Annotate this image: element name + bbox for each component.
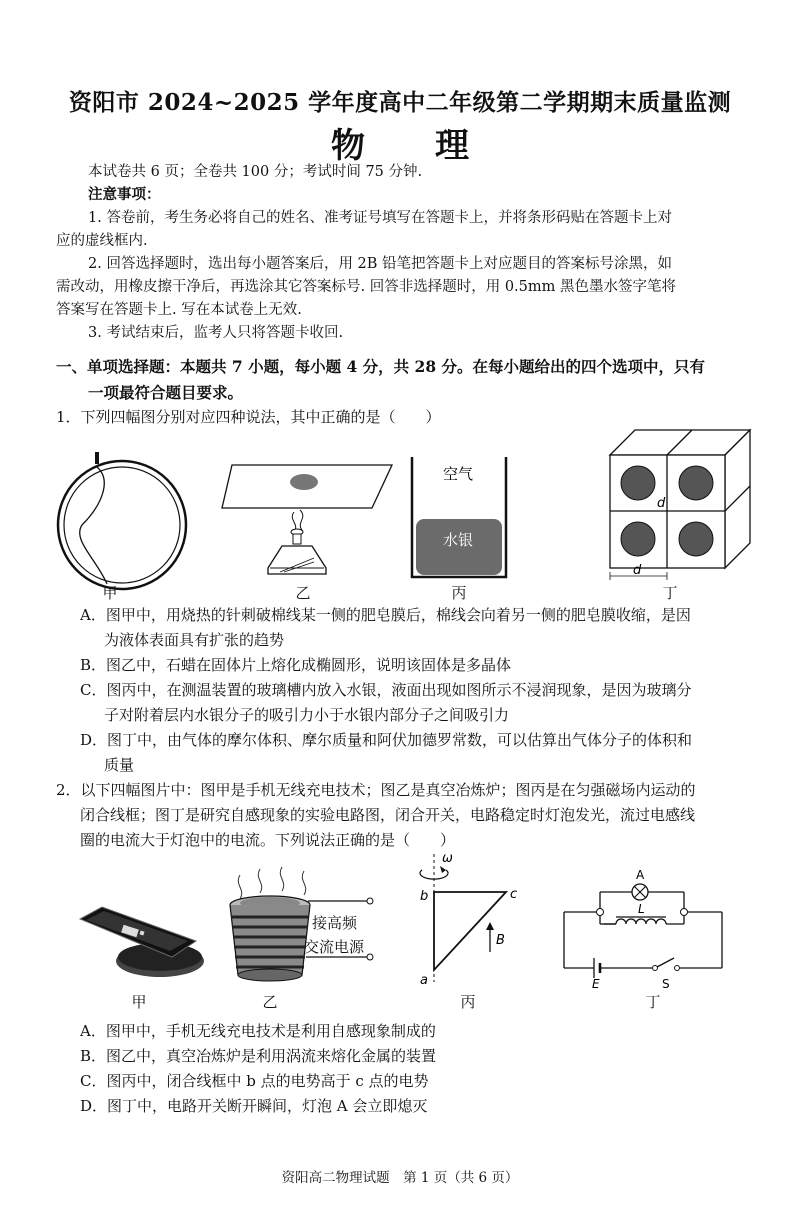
notice-heading: 注意事项： (88, 186, 161, 203)
q1-option-d-cont: 质量 (104, 756, 135, 774)
q1-option-a-cont: 为液体表面具有扩张的趋势 (104, 631, 285, 649)
q1-option-b: B．图乙中，石蜡在固体片上熔化成椭圆形，说明该固体是多晶体 (80, 656, 512, 674)
q2-source-label-1: 接高频 (312, 914, 358, 932)
q2-inductor-label: L (638, 902, 645, 916)
exam-title: 资阳市 2024~2025 学年度高中二年级第二学期期末质量监测 (68, 89, 732, 116)
q1-label-bing: 丙 (451, 584, 467, 602)
q1-label-yi: 乙 (295, 584, 311, 602)
q1-stem: 1．下列四幅图分别对应四种说法，其中正确的是（ ） (56, 408, 441, 426)
q1-option-d: D．图丁中，由气体的摩尔体积、摩尔质量和阿伏加德罗常数，可以估算出气体分子的体积和 (80, 731, 693, 749)
q1-air-label: 空气 (442, 465, 474, 483)
q1-d-label-outer: d (633, 563, 642, 578)
q1-figure-jia (52, 450, 192, 590)
notice-item-1-cont: 应的虚线框内. (56, 233, 148, 249)
q2-figure-bing (412, 852, 532, 992)
q2-figure-jia (78, 905, 208, 985)
q2-field-b: B (496, 933, 505, 948)
q1-option-c: C．图丙中，在测温装置的玻璃槽内放入水银，液面出现如图所示不浸润现象，是因为玻璃分 (80, 681, 692, 699)
notice-item-3: 3. 考试结束后，监考人只将答题卡收回. (88, 325, 344, 341)
q1-label-jia: 甲 (102, 584, 118, 602)
q2-switch-label: S (662, 977, 670, 991)
q2-option-b: B．图乙中，真空冶炼炉是利用涡流来熔化金属的装置 (80, 1047, 437, 1065)
q2-point-b: b (420, 889, 429, 904)
q2-source-label-2: 交流电源 (304, 938, 365, 956)
q2-option-a: A．图甲中，手机无线充电技术是利用自感现象制成的 (80, 1022, 436, 1040)
q2-stem: 2．以下四幅图片中：图甲是手机无线充电技术；图乙是真空冶炼炉；图丙是在匀强磁场内运动的 (56, 781, 696, 799)
q1-option-c-cont: 子对附着层内水银分子的吸引力小于水银内部分子之间吸引力 (104, 706, 510, 724)
page-footer: 资阳高二物理试题 第 1 页（共 6 页） (281, 1170, 519, 1186)
q2-omega-label: ω (442, 851, 453, 866)
q1-d-label-inner: d (657, 496, 666, 511)
q2-point-c: c (510, 887, 518, 902)
q2-bulb-label: A (636, 868, 645, 882)
q1-mercury-label: 水银 (442, 531, 474, 549)
q2-figure-ding (560, 868, 730, 991)
notice-item-2-cont2: 答案写在答题卡上. 写在本试卷上无效. (56, 302, 302, 318)
section-heading-cont: 一项最符合题目要求。 (88, 383, 244, 402)
q2-label-jia: 甲 (131, 993, 147, 1011)
notice-item-2-cont: 需改动，用橡皮擦干净后，再选涂其它答案标号. 回答非选择题时，用 0.5mm 黑色墨水签字笔将 (56, 279, 676, 295)
q2-battery-label: E (592, 977, 600, 991)
q2-label-bing: 丙 (460, 993, 476, 1011)
q1-figure-yi (222, 460, 402, 590)
exam-subject: 物理 (331, 126, 539, 166)
q1-option-a: A．图甲中，用烧热的针刺破棉线某一侧的肥皂膜后，棉线会向着另一侧的肥皂膜收缩，是因 (80, 606, 691, 624)
q2-option-c: C．图丙中，闭合线框中 b 点的电势高于 c 点的电势 (80, 1072, 429, 1090)
notice-item-2: 2. 回答选择题时，选出每小题答案后，用 2B 铅笔把答题卡上对应题目的答案标号涂黑，如 (88, 256, 673, 272)
q1-figure-ding (605, 425, 765, 585)
q2-option-d: D．图丁中，电路开关断开瞬间，灯泡 A 会立即熄灭 (80, 1097, 428, 1115)
q2-stem-cont: 闭合线框；图丁是研究自感现象的实验电路图，闭合开关，电路稳定时灯泡发光，流过电感线 (80, 806, 696, 824)
q2-stem-cont2: 圈的电流大于灯泡中的电流。下列说法正确的是（ ） (80, 831, 456, 849)
q2-figure-yi (220, 865, 400, 985)
q1-label-ding: 丁 (662, 584, 678, 602)
exam-info: 本试卷共 6 页；全卷共 100 分；考试时间 75 分钟. (88, 164, 423, 180)
q1-figure-bing (410, 455, 510, 580)
q2-label-yi: 乙 (262, 993, 278, 1011)
section-heading: 一、单项选择题：本题共 7 小题，每小题 4 分，共 28 分。在每小题给出的四个选项中，只有 (56, 357, 706, 376)
notice-item-1: 1. 答卷前，考生务必将自己的姓名、准考证号填写在答题卡上，并将条形码贴在答题卡上对 (88, 210, 672, 226)
q2-label-ding: 丁 (645, 993, 661, 1011)
q2-point-a: a (420, 973, 428, 988)
